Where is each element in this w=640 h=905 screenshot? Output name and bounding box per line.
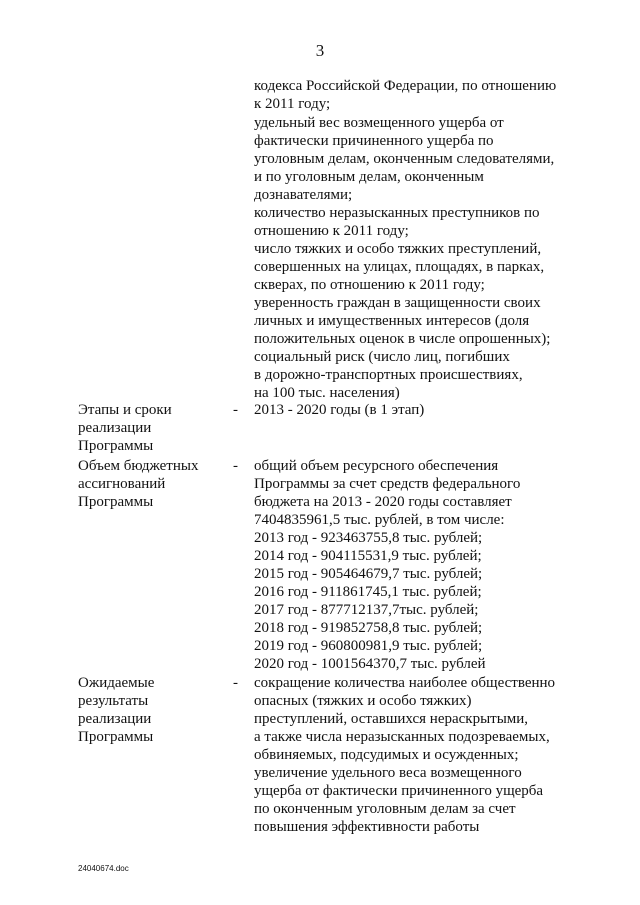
section-label-line: Программы [78, 494, 154, 510]
intro-line: уголовным делам, оконченным следователями, [254, 151, 555, 167]
section-dash: - [233, 458, 238, 474]
section-value-line: по оконченным уголовным делам за счет [254, 801, 516, 817]
intro-line: уверенность граждан в защищенности своих [254, 295, 541, 311]
section-value-line: преступлений, оставшихся нераскрытыми, [254, 711, 529, 727]
section-label-line: Программы [78, 438, 154, 454]
section-value-line: 2016 год - 911861745,1 тыс. рублей; [254, 584, 482, 600]
section-value-line: 2015 год - 905464679,7 тыс. рублей; [254, 566, 483, 582]
section-value-line: Программы за счет средств федерального [254, 476, 521, 492]
section-value-line: опасных (тяжких и особо тяжких) [254, 693, 472, 709]
section-value-line: 2013 - 2020 годы (в 1 этап) [254, 402, 425, 418]
document-id: 24040674.doc [78, 864, 129, 873]
intro-line: и по уголовным делам, оконченным [254, 169, 484, 185]
intro-line: скверах, по отношению к 2011 году; [254, 277, 485, 293]
section-value-line: обвиняемых, подсудимых и осужденных; [254, 747, 519, 763]
section-label-line: Этапы и сроки [78, 402, 172, 418]
intro-line: отношению к 2011 году; [254, 223, 409, 239]
section-value-line: ущерба от фактически причиненного ущерба [254, 783, 544, 799]
section-value-line: повышения эффективности работы [254, 819, 480, 835]
intro-line: положительных оценок в числе опрошенных); [254, 331, 551, 347]
section-value-line: 7404835961,5 тыс. рублей, в том числе: [254, 512, 505, 528]
intro-line: совершенных на улицах, площадях, в парках, [254, 259, 545, 275]
intro-line: личных и имущественных интересов (доля [254, 313, 530, 329]
section-value-line: 2020 год - 1001564370,7 тыс. рублей [254, 656, 486, 672]
section-value-line: а также числа неразысканных подозреваемых, [254, 729, 550, 745]
section-label-line: Объем бюджетных [78, 458, 199, 474]
intro-line: в дорожно-транспортных происшествиях, [254, 367, 523, 383]
section-value-line: 2013 год - 923463755,8 тыс. рублей; [254, 530, 483, 546]
intro-line: дознавателями; [254, 187, 353, 203]
section-value-line: 2018 год - 919852758,8 тыс. рублей; [254, 620, 483, 636]
section-dash: - [233, 675, 238, 691]
section-label-line: реализации [78, 420, 152, 436]
intro-line: фактически причиненного ущерба по [254, 133, 494, 149]
section-label-line: реализации [78, 711, 152, 727]
intro-line: к 2011 году; [254, 96, 331, 112]
intro-line: количество неразысканных преступников по [254, 205, 540, 221]
intro-line: удельный вес возмещенного ущерба от [254, 115, 504, 131]
section-value-line: увеличение удельного веса возмещенного [254, 765, 522, 781]
section-value-line: 2017 год - 877712137,7тыс. рублей; [254, 602, 479, 618]
section-label-line: Программы [78, 729, 154, 745]
section-value-line: 2019 год - 960800981,9 тыс. рублей; [254, 638, 483, 654]
section-value-line: общий объем ресурсного обеспечения [254, 458, 499, 474]
section-value-line: 2014 год - 904115531,9 тыс. рублей; [254, 548, 482, 564]
intro-line: на 100 тыс. населения) [254, 385, 400, 401]
section-label-line: Ожидаемые [78, 675, 155, 691]
section-dash: - [233, 402, 238, 418]
intro-line: кодекса Российской Федерации, по отношению [254, 78, 557, 94]
section-value-line: сокращение количества наиболее общественно [254, 675, 556, 691]
intro-line: число тяжких и особо тяжких преступлений, [254, 241, 542, 257]
intro-line: социальный риск (число лиц, погибших [254, 349, 510, 365]
section-label-line: результаты [78, 693, 149, 709]
section-value-line: бюджета на 2013 - 2020 годы составляет [254, 494, 512, 510]
section-label-line: ассигнований [78, 476, 166, 492]
page-number: 3 [315, 41, 325, 60]
